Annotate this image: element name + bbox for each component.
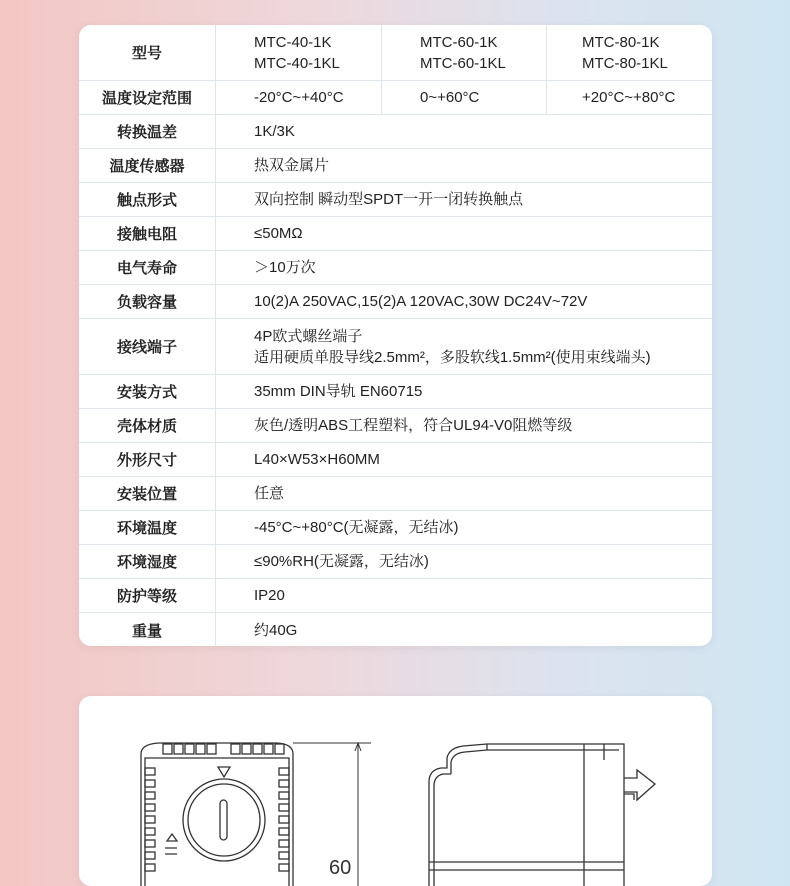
spec-row	[79, 613, 712, 646]
spec-row	[79, 477, 712, 511]
dimension-label: 60	[329, 857, 352, 879]
spec-row	[79, 183, 712, 217]
model-name: MTC-60-1K	[420, 33, 498, 51]
dimension-drawing	[79, 696, 712, 886]
spec-label: 壳体材质	[79, 409, 216, 442]
spec-value	[216, 545, 712, 578]
spec-row	[79, 115, 712, 149]
spec-value	[216, 613, 712, 646]
model-col-60	[382, 25, 547, 80]
spec-value-line: 10(2)A 250VAC,15(2)A 120VAC,30W DC24V~72V	[254, 293, 588, 310]
spec-label: 温度传感器	[79, 149, 216, 182]
temp-range-value: +20°C~+80°C	[582, 89, 676, 106]
model-name: MTC-40-1K	[254, 33, 332, 51]
spec-value-line: ≤50MΩ	[254, 225, 303, 242]
spec-row	[79, 319, 712, 375]
spec-value	[216, 477, 712, 510]
knob-inner-ring	[188, 784, 260, 856]
spec-value	[216, 409, 712, 442]
spec-value	[216, 285, 712, 318]
spec-value-line: 35mm DIN导轨 EN60715	[254, 383, 423, 400]
temp-range-value: 0~+60°C	[382, 81, 547, 114]
spec-row	[79, 149, 712, 183]
model-name: MTC-80-1KL	[582, 54, 668, 72]
front-view	[141, 743, 293, 886]
spec-label: 环境湿度	[79, 545, 216, 578]
spec-value	[216, 375, 712, 408]
spec-row	[79, 443, 712, 477]
model-col-40	[216, 25, 382, 80]
model-name: MTC-80-1K	[582, 33, 660, 51]
drawing-illustration	[79, 696, 712, 886]
spec-value-line: 双向控制 瞬动型SPDT一开一闭转换触点	[254, 191, 524, 208]
spec-value-line: 适用硬质单股导线2.5mm²，多股软线1.5mm²(使用束线端头)	[254, 348, 651, 366]
spec-row	[79, 545, 712, 579]
spec-row	[79, 409, 712, 443]
spec-label: 接线端子	[79, 319, 216, 374]
spec-row	[79, 251, 712, 285]
spec-value	[216, 511, 712, 544]
spec-label: 触点形式	[79, 183, 216, 216]
temp-range-columns	[216, 81, 712, 114]
model-name: MTC-60-1KL	[420, 54, 506, 72]
pointer-triangle	[218, 767, 230, 777]
spec-value-line: -45°C~+80°C(无凝露，无结冰)	[254, 519, 459, 536]
spec-row-temp-range	[79, 81, 712, 115]
spec-value-line: 灰色/透明ABS工程塑料，符合UL94-V0阻燃等级	[254, 417, 573, 434]
spec-label: 防护等级	[79, 579, 216, 612]
spec-value	[216, 579, 712, 612]
spec-value-line: 约40G	[254, 621, 298, 639]
knob-indicator	[220, 800, 227, 840]
spec-value	[216, 443, 712, 476]
spec-value-line: 任意	[254, 485, 285, 502]
setting-knob	[183, 779, 265, 861]
cable-exit-arrow	[624, 770, 655, 800]
spec-value	[216, 217, 712, 250]
spec-rows	[79, 115, 712, 646]
spec-value-line: 1K/3K	[254, 123, 295, 140]
spec-table	[79, 25, 712, 646]
spec-label: 电气寿命	[79, 251, 216, 284]
spec-value	[216, 149, 712, 182]
spec-value	[216, 251, 712, 284]
spec-value	[216, 319, 712, 374]
temp-range-value: -20°C~+40°C	[216, 81, 382, 114]
spec-label: 型号	[79, 25, 216, 80]
spec-label: 外形尺寸	[79, 443, 216, 476]
spec-value-line: 热双金属片	[254, 157, 330, 174]
spec-value-line: L40×W53×H60MM	[254, 451, 380, 468]
spec-value	[216, 183, 712, 216]
spec-row	[79, 285, 712, 319]
spec-row	[79, 579, 712, 613]
model-columns	[216, 25, 712, 80]
spec-label: 负载容量	[79, 285, 216, 318]
spec-value-line: 4P欧式螺丝端子	[254, 327, 363, 345]
model-name: MTC-40-1KL	[254, 54, 340, 72]
spec-value-line: ≤90%RH(无凝露，无结冰)	[254, 553, 429, 570]
spec-label: 环境温度	[79, 511, 216, 544]
spec-row-model	[79, 25, 712, 81]
side-view	[429, 744, 655, 886]
spec-value-line: ＞10万次	[254, 259, 316, 276]
spec-label: 安装方式	[79, 375, 216, 408]
spec-row	[79, 511, 712, 545]
spec-label: 安装位置	[79, 477, 216, 510]
terminal-slots	[163, 744, 284, 754]
spec-value	[216, 115, 712, 148]
spec-row	[79, 217, 712, 251]
spec-label: 转换温差	[79, 115, 216, 148]
model-col-80	[547, 25, 712, 80]
spec-row	[79, 375, 712, 409]
spec-value-line: IP20	[254, 587, 285, 604]
spec-label: 接触电阻	[79, 217, 216, 250]
spec-label: 重量	[79, 613, 216, 646]
spec-label: 温度设定范围	[79, 81, 216, 114]
